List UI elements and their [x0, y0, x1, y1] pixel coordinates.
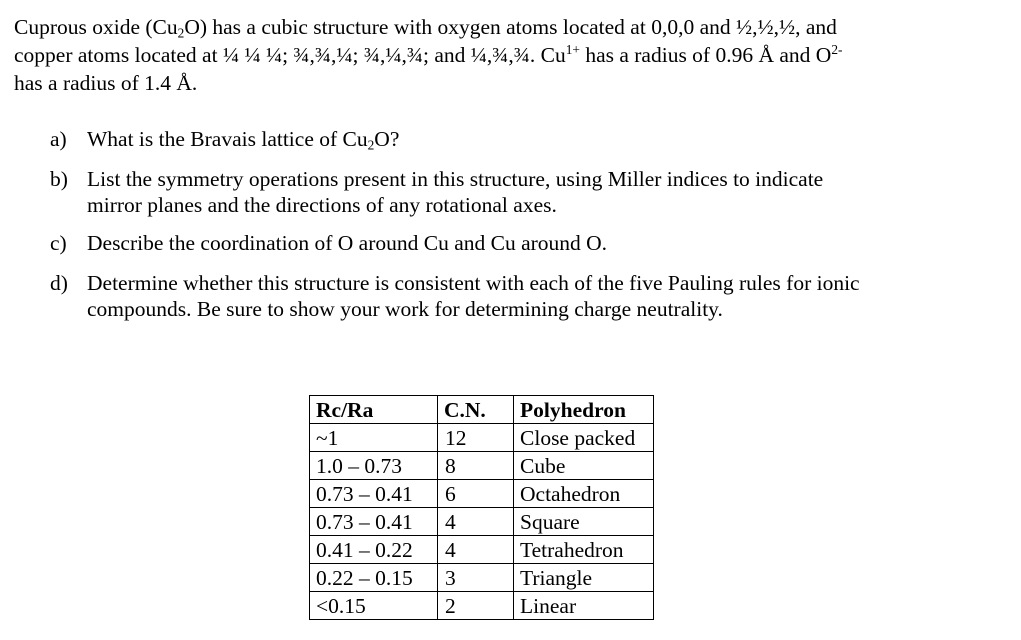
- intro-text: has a radius of 0.96 Å and O: [579, 43, 832, 67]
- header-radius-ratio: Rc/Ra: [310, 396, 438, 424]
- question-text-part: What is the Bravais lattice of Cu: [87, 127, 368, 151]
- question-d: [50, 270, 1000, 322]
- cell-coordination-number: 3: [438, 564, 514, 592]
- cell-coordination-number: 6: [438, 480, 514, 508]
- table-row: [310, 592, 654, 620]
- intro-text: copper atoms located at ¼ ¼ ¼; ¾,¾,¼; ¾,¼,¾; and ¼,¾,¾. Cu: [14, 43, 566, 67]
- table-row: [310, 424, 654, 452]
- question-text-line-2: compounds. Be sure to show your work for determining charge neutrality.: [87, 297, 723, 321]
- cell-polyhedron: Linear: [514, 592, 654, 620]
- cell-radius-ratio: 0.41 – 0.22: [310, 536, 438, 564]
- header-polyhedron: Polyhedron: [514, 396, 654, 424]
- cell-radius-ratio: 0.73 – 0.41: [310, 480, 438, 508]
- cell-coordination-number: 12: [438, 424, 514, 452]
- cell-polyhedron: Triangle: [514, 564, 654, 592]
- intro-line-3: has a radius of 1.4 Å.: [14, 71, 198, 95]
- question-text-part: O?: [374, 127, 400, 151]
- question-text: [87, 126, 1000, 152]
- cell-radius-ratio: <0.15: [310, 592, 438, 620]
- intro-line-1: [14, 13, 1004, 41]
- cell-coordination-number: 4: [438, 536, 514, 564]
- question-c: [50, 230, 1000, 256]
- intro-line-2: [14, 41, 1004, 69]
- question-a: [50, 126, 1000, 152]
- table-row: [310, 452, 654, 480]
- cell-radius-ratio: ~1: [310, 424, 438, 452]
- subscript: 2: [177, 25, 185, 41]
- cell-coordination-number: 4: [438, 508, 514, 536]
- intro-text: O) has a cubic structure with oxygen atoms located at 0,0,0 and ½,½,½, and: [184, 15, 837, 39]
- question-text-line-2: mirror planes and the directions of any rotational axes.: [87, 193, 557, 217]
- question-text-line-1: Determine whether this structure is consistent with each of the five Pauling rules for ionic: [87, 271, 860, 295]
- superscript: 2-: [831, 42, 843, 58]
- cell-polyhedron: Cube: [514, 452, 654, 480]
- question-letter: c): [50, 231, 67, 255]
- intro-text: Cuprous oxide (Cu: [14, 15, 178, 39]
- table-row: [310, 508, 654, 536]
- table-row: [310, 564, 654, 592]
- table-row: [310, 480, 654, 508]
- question-letter: d): [50, 271, 68, 295]
- question-text-line-1: List the symmetry operations present in this structure, using Miller indices to indicate: [87, 167, 824, 191]
- problem-intro: [14, 13, 1004, 97]
- cell-polyhedron: Square: [514, 508, 654, 536]
- cell-radius-ratio: 0.73 – 0.41: [310, 508, 438, 536]
- question-b: [50, 166, 1000, 218]
- question-letter: a): [50, 127, 67, 151]
- cell-radius-ratio: 1.0 – 0.73: [310, 452, 438, 480]
- header-coordination-number: C.N.: [438, 396, 514, 424]
- cell-radius-ratio: 0.22 – 0.15: [310, 564, 438, 592]
- table-header-row: [310, 396, 654, 424]
- cell-polyhedron: Close packed: [514, 424, 654, 452]
- question-letter: b): [50, 167, 68, 191]
- coordination-table: [309, 395, 654, 620]
- cell-coordination-number: 8: [438, 452, 514, 480]
- table-row: [310, 536, 654, 564]
- cell-polyhedron: Octahedron: [514, 480, 654, 508]
- question-list: [50, 126, 1000, 334]
- subscript: 2: [367, 137, 375, 153]
- superscript: 1+: [565, 42, 580, 58]
- cell-polyhedron: Tetrahedron: [514, 536, 654, 564]
- question-text-line-1: Describe the coordination of O around Cu and Cu around O.: [87, 231, 608, 255]
- cell-coordination-number: 2: [438, 592, 514, 620]
